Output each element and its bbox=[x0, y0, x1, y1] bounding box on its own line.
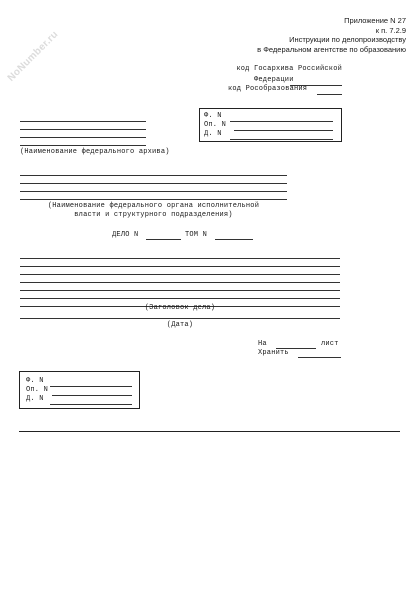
fund-box-bottom-d-label: Д. N bbox=[26, 395, 44, 403]
fund-box-top-f-label: Ф. N bbox=[204, 112, 222, 120]
delo-number-field bbox=[146, 239, 181, 240]
fund-box-bottom bbox=[19, 371, 140, 409]
case-title-line-4 bbox=[20, 282, 340, 283]
archive-name-line-2 bbox=[20, 129, 146, 130]
fund-box-top-op-label: Оп. N bbox=[204, 121, 227, 129]
keep-period-field bbox=[298, 357, 341, 358]
case-title-line-3 bbox=[20, 274, 340, 275]
code-rosobr-label: код Рособразования bbox=[228, 85, 308, 93]
case-title-caption: (Заголовок дела) bbox=[144, 304, 216, 312]
code-gosarchive-label: код Госархива Российской bbox=[236, 65, 342, 73]
case-date-caption: (Дата) bbox=[166, 321, 194, 329]
appendix-number: Приложение N 27 bbox=[344, 16, 406, 25]
fund-box-bottom-f-field bbox=[50, 386, 132, 387]
appendix-clause: к п. 7.2.9 bbox=[375, 25, 406, 35]
organ-name-line-2 bbox=[20, 183, 287, 184]
fund-box-top-f-field bbox=[230, 121, 333, 122]
archive-name-line-1 bbox=[20, 121, 146, 122]
sheets-unit-label: лист bbox=[321, 340, 339, 348]
case-title-line-1 bbox=[20, 258, 340, 259]
fund-box-top bbox=[199, 108, 342, 142]
archive-caption: (Наименование федерального архива) bbox=[20, 148, 170, 156]
fund-box-top-d-field bbox=[230, 139, 333, 140]
page-bottom-rule bbox=[19, 431, 400, 432]
case-title-line-2 bbox=[20, 266, 340, 267]
fund-box-top-op-field bbox=[234, 130, 333, 131]
organ-name-line-4 bbox=[20, 199, 287, 200]
delo-label: ДЕЛО N bbox=[112, 231, 139, 239]
fund-box-bottom-d-field bbox=[50, 404, 132, 405]
case-title-line-5 bbox=[20, 290, 340, 291]
archive-name-line-3 bbox=[20, 137, 146, 138]
tom-number-field bbox=[215, 239, 253, 240]
watermark-text: NoNumber.ru bbox=[5, 28, 61, 84]
case-date-line bbox=[20, 318, 340, 319]
archive-name-line-4 bbox=[20, 145, 146, 146]
fund-box-top-d-label: Д. N bbox=[204, 130, 222, 138]
fund-box-bottom-op-field bbox=[52, 395, 132, 396]
organ-caption-1: (Наименование федерального органа исполнительной bbox=[47, 202, 260, 210]
organ-name-line-3 bbox=[20, 191, 287, 192]
keep-label: Хранить bbox=[258, 349, 289, 357]
organ-caption-2: власти и структурного подразделения) bbox=[74, 211, 233, 219]
tom-label: ТОМ N bbox=[185, 231, 208, 239]
fund-box-bottom-f-label: Ф. N bbox=[26, 377, 44, 385]
case-title-line-6 bbox=[20, 298, 340, 299]
appendix-instruction: Инструкции по делопроизводству bbox=[289, 35, 406, 44]
fund-box-bottom-op-label: Оп. N bbox=[26, 386, 49, 394]
appendix-agency: в Федеральном агентстве по образованию bbox=[257, 44, 406, 54]
code-rosobr-field bbox=[317, 94, 342, 95]
code-federation-label: Федерации bbox=[254, 76, 294, 84]
appendix-header bbox=[146, 16, 406, 54]
sheets-on-label: На bbox=[258, 340, 267, 348]
organ-name-line-1 bbox=[20, 175, 287, 176]
